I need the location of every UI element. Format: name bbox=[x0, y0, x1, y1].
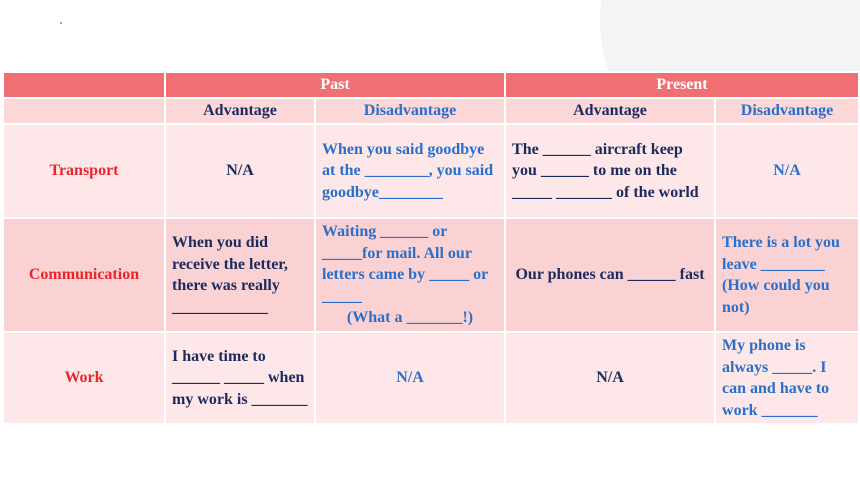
table-row-communication bbox=[3, 218, 859, 332]
communication-past-disadvantage-text: Waiting ______ or _____for mail. All our letters came by _____ or _____ bbox=[322, 223, 488, 305]
comparison-table bbox=[2, 71, 860, 425]
cell-transport-past-disadvantage: When you said goodbye at the ________, you said goodbye________ bbox=[315, 124, 505, 218]
cell-transport-present-disadvantage: N/A bbox=[715, 124, 859, 218]
subheader-empty-cell bbox=[3, 98, 165, 124]
cell-transport-present-advantage: The ______ aircraft keep you ______ to me on the _____ _______ of the world bbox=[505, 124, 715, 218]
cell-communication-present-disadvantage: There is a lot you leave ________ (How could you not) bbox=[715, 218, 859, 332]
table-row-work bbox=[3, 332, 859, 424]
subheader-row bbox=[3, 98, 859, 124]
cell-communication-present-advantage: Our phones can ______ fast bbox=[505, 218, 715, 332]
row-label-transport: Transport bbox=[3, 124, 165, 218]
cell-communication-past-advantage: When you did receive the letter, there was really ____________ bbox=[165, 218, 315, 332]
cell-work-present-disadvantage: My phone is always _____. I can and have to work _______ bbox=[715, 332, 859, 424]
subheader-present-advantage: Advantage bbox=[505, 98, 715, 124]
cell-work-past-disadvantage: N/A bbox=[315, 332, 505, 424]
cell-work-present-advantage: N/A bbox=[505, 332, 715, 424]
row-label-communication: Communication bbox=[3, 218, 165, 332]
header-past: Past bbox=[165, 72, 505, 98]
subheader-past-disadvantage: Disadvantage bbox=[315, 98, 505, 124]
header-empty-cell bbox=[3, 72, 165, 98]
subheader-present-disadvantage: Disadvantage bbox=[715, 98, 859, 124]
subheader-past-advantage: Advantage bbox=[165, 98, 315, 124]
table-row-transport bbox=[3, 124, 859, 218]
header-present: Present bbox=[505, 72, 859, 98]
cell-transport-past-advantage: N/A bbox=[165, 124, 315, 218]
row-label-work: Work bbox=[3, 332, 165, 424]
cell-work-past-advantage: I have time to ______ _____ when my work is _______ bbox=[165, 332, 315, 424]
header-row bbox=[3, 72, 859, 98]
cell-communication-past-disadvantage bbox=[315, 218, 505, 332]
communication-past-disadvantage-exclaim: (What a _______!) bbox=[346, 309, 474, 327]
decorative-dot bbox=[60, 22, 62, 24]
